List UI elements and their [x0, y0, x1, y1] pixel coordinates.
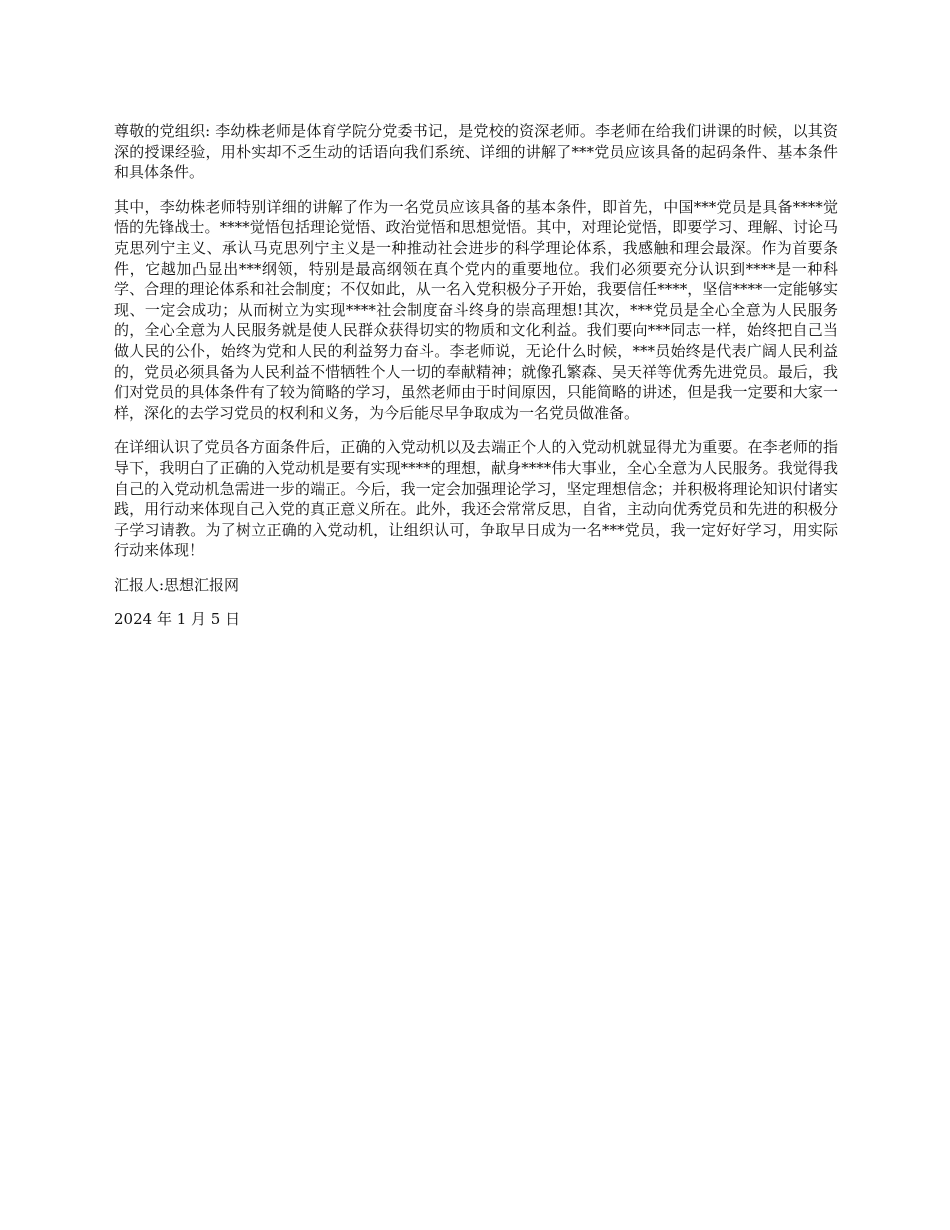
document-page: [114, 121, 838, 644]
signature-line: 汇报人:思想汇报网: [114, 575, 240, 594]
date-line: 2024 年 1 月 5 日: [114, 610, 241, 629]
paragraph-body: 其中，李幼株老师特别详细的讲解了作为一名党员应该具备的基本条件，即首先，中国***党员是具备****觉悟的先锋战士。****觉悟包括理论觉悟、政治觉悟和思想觉悟。其中，对理论觉悟，即要学习、理解、讨论马克思列宁主义、承认马克思列宁主义是一种推动社会进步的科学理论体系，我感触和理会最深。作为首要条件，它越加凸显出***纲领，特别是最高纲领在真个党内的重要地位。我们必须要充分认识到****是一种科学、合理的理论体系和社会制度；不仅如此，从一名入党积极分子开始，我要信任****，坚信****一定能够实现、一定会成功；从而树立为实现****社会制度奋斗终身的崇高理想!其次，***党员是全心全意为人民服务的，全心全意为人民服务就是使人民群众获得切实的物质和文化利益。我们要向***同志一样，始终把自己当做人民的公仆，始终为党和人民的利益努力奋斗。李老师说，无论什么时候，***员始终是代表广阔人民利益的，党员必须具备为人民利益不惜牺牲个人一切的奉献精神；就像孔繁森、吴天祥等优秀先进党员。最后，我们对党员的具体条件有了较为简略的学习，虽然老师由于时间原因，只能简略的讲述，但是我一定要和大家一样，深化的去学习党员的权利和义务，为今后能尽早争取成为一名党员做准备。: [114, 197, 838, 422]
paragraph-motivation: 在详细认识了党员各方面条件后，正确的入党动机以及去端正个人的入党动机就显得尤为重要。在李老师的指导下，我明白了正确的入党动机是要有实现****的理想，献身****伟大事业，全心全意为人民服务。我觉得我自己的入党动机急需进一步的端正。今后，我一定会加强理论学习，坚定理想信念；并积极将理论知识付诸实践，用行动来体现自己入党的真正意义所在。此外，我还会常常反思，自省，主动向优秀党员和先进的积极分子学习请教。为了树立正确的入党动机，让组织认可，争取早日成为一名***党员，我一定好好学习，用实际行动来体现！: [114, 438, 838, 560]
paragraph-greeting: 尊敬的党组织: 李幼株老师是体育学院分党委书记，是党校的资深老师。李老师在给我们讲课的时候，以其资深的授课经验，用朴实却不乏生动的话语向我们系统、详细的讲解了***党员应该具备的起码条件、基本条件和具体条件。: [114, 122, 838, 182]
